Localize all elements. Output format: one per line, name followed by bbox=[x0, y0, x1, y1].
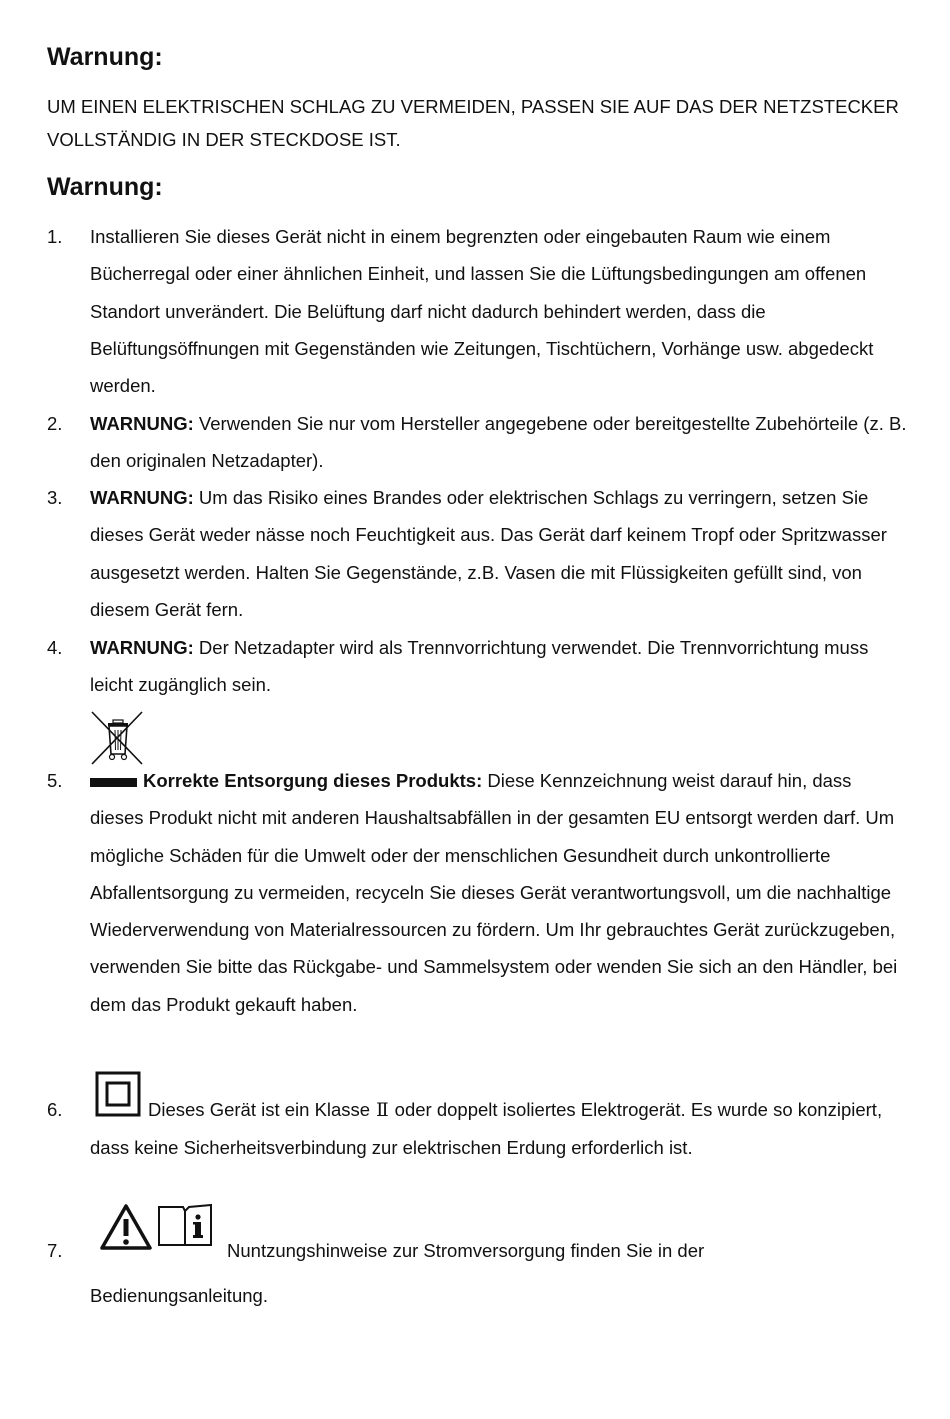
item-text: Nuntzungshinweise zur Stromversorgung finden Sie in der bbox=[227, 1240, 705, 1261]
intro-line-1: UM EINEN ELEKTRISCHEN SCHLAG ZU VERMEIDEN, PASSEN SIE AUF DAS DER NETZSTECKER bbox=[47, 96, 899, 117]
item-text: Installieren Sie dieses Gerät nicht in einem begrenzten oder eingebauten Raum wie einem Bücherregal oder einer ähnlichen Einheit, und lassen Sie die Lüftungsbedingungen am offenen Standort unverändert. Die Belüftung darf nicht dadurch behindert werden, dass die Belüftungsöffnungen mit Gegenständen wie Zeitungen, Tischtüchern, Vorhänge usw. abgedeckt werden. bbox=[90, 226, 874, 397]
item-number: 5. bbox=[47, 770, 63, 791]
weee-underline-bar-icon bbox=[90, 778, 137, 787]
item-number: 7. bbox=[47, 1240, 63, 1261]
read-manual-book-icon bbox=[156, 1201, 214, 1249]
warning-heading-2: Warnung: bbox=[47, 173, 163, 201]
item-text-line-2: Bedienungsanleitung. bbox=[90, 1285, 268, 1306]
item-number: 6. bbox=[47, 1099, 63, 1120]
item-body: Der Netzadapter wird als Trennvorrichtung verwendet. Die Trennvorrichtung muss leicht zugänglich sein. bbox=[90, 637, 869, 696]
item-label: Korrekte Entsorgung dieses Produkts: bbox=[143, 770, 483, 791]
item-label: WARNUNG: bbox=[90, 413, 194, 434]
item-text bbox=[90, 1091, 910, 1167]
warning-triangle-icon bbox=[100, 1203, 152, 1251]
item-body: Diese Kennzeichnung weist darauf hin, dass dieses Produkt nicht mit anderen Haushaltsabfällen in der gesamten EU entsorgt werden darf. Um mögliche Schäden für die Umwelt oder der menschlichen Gesundheit durch unkontrollierte Abfallentsorgung zu vermeiden, recyceln Sie dieses Gerät verantwortungsvoll, um die nachhaltige Wiederverwendung von Materialressourcen zu fördern. Um Ihr gebrauchtes Gerät zurückzugeben, verwenden Sie bitte das Rückgabe- und Sammelsystem oder wenden Sie sich an den Händler, bei dem das Produkt gekauft haben. bbox=[90, 770, 898, 1015]
intro-line-2: VOLLSTÄNDIG IN DER STECKDOSE IST. bbox=[47, 129, 401, 150]
item-body-end: oder doppelt isoliertes Elektrogerät. Es wurde so konzipiert, dass keine Sicherheitsverbindung zur elektrischen Erdung erforderlich ist. bbox=[90, 1099, 883, 1159]
item-body: Verwenden Sie nur vom Hersteller angegebene oder bereitgestellte Zubehörteile (z. B. den originalen Netzadapter). bbox=[90, 413, 907, 472]
class-ii-symbol: Ⅱ bbox=[376, 1100, 389, 1121]
item-text bbox=[90, 479, 910, 628]
item-body-start: Dieses Gerät ist ein Klasse bbox=[148, 1099, 371, 1120]
item-label: WARNUNG: bbox=[90, 637, 194, 658]
item-number: 3. bbox=[47, 487, 63, 508]
item-text bbox=[90, 405, 910, 480]
item-text bbox=[90, 629, 910, 704]
item-number: 4. bbox=[47, 637, 63, 658]
intro-warning-text bbox=[47, 90, 907, 156]
item-number: 2. bbox=[47, 413, 63, 434]
warning-heading-1: Warnung: bbox=[47, 43, 163, 71]
item-label: WARNUNG: bbox=[90, 487, 194, 508]
item-body: Um das Risiko eines Brandes oder elektrischen Schlags zu verringern, setzen Sie dieses Gerät weder nässe noch Feuchtigkeit aus. Das Gerät darf keinem Tropf oder Spritzwasser ausgesetzt werden. Halten Sie Gegenstände, z.B. Vasen die mit Flüssigkeiten gefüllt sind, von diesem Gerät fern. bbox=[90, 487, 887, 620]
crossed-out-wheelie-bin-icon bbox=[88, 710, 146, 766]
item-text bbox=[90, 762, 910, 1023]
item-number: 1. bbox=[47, 226, 63, 247]
